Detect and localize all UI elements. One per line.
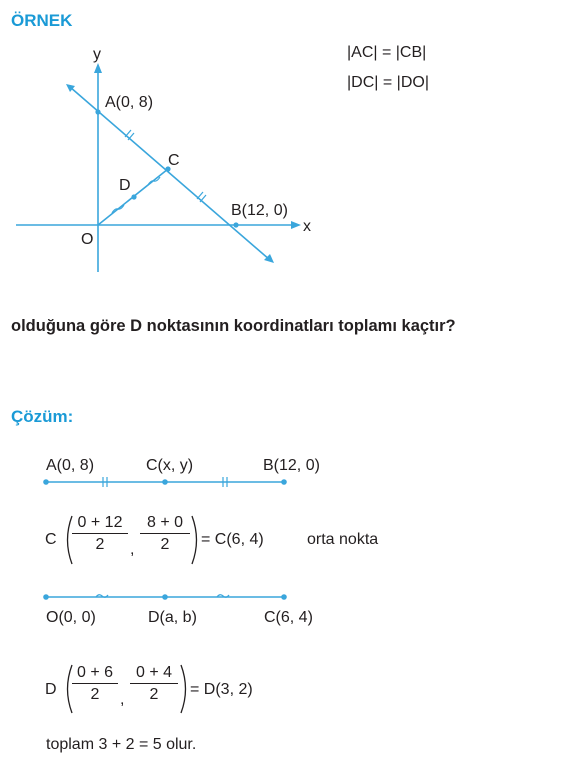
step2-frac1-numerator: 0 + 6 bbox=[72, 664, 118, 684]
point-d-label: D bbox=[119, 177, 131, 194]
step1-frac1-denominator: 2 bbox=[95, 536, 105, 553]
x-axis-label: x bbox=[303, 218, 311, 235]
origin-label: O bbox=[81, 231, 94, 248]
step2-prefix: D bbox=[45, 681, 57, 698]
conclusion-text: toplam 3 + 2 = 5 olur. bbox=[46, 736, 197, 753]
line2-right-label: C(6, 4) bbox=[264, 609, 313, 626]
step1-frac1-numerator: 0 + 12 bbox=[72, 514, 128, 534]
example-heading: ÖRNEK bbox=[11, 11, 73, 30]
step2-frac2-numerator: 0 + 4 bbox=[130, 664, 178, 684]
y-axis-label: y bbox=[93, 46, 101, 63]
step2-separator: , bbox=[120, 691, 125, 708]
line1-left-label: A(0, 8) bbox=[46, 457, 95, 474]
step2-fraction-x bbox=[72, 664, 118, 704]
step1-result: = C(6, 4) bbox=[201, 531, 264, 548]
given-ac-cb: |AC| = |CB| bbox=[347, 44, 427, 61]
step1-frac2-numerator: 8 + 0 bbox=[140, 514, 190, 534]
line1-right-label: B(12, 0) bbox=[263, 457, 320, 474]
step2-fraction-y bbox=[130, 664, 178, 704]
line2-left-label: O(0, 0) bbox=[46, 609, 96, 626]
step1-note: orta nokta bbox=[307, 531, 379, 548]
point-c-label: C bbox=[168, 152, 180, 169]
step2-frac1-denominator: 2 bbox=[90, 686, 100, 703]
line2-mid-label: D(a, b) bbox=[148, 609, 197, 626]
point-b-label: B(12, 0) bbox=[231, 202, 288, 219]
step1-frac2-denominator: 2 bbox=[160, 536, 170, 553]
step2-right-paren bbox=[181, 665, 186, 713]
point-a-label: A(0, 8) bbox=[105, 94, 154, 111]
solution-heading: Çözüm: bbox=[11, 407, 74, 426]
step1-prefix: C bbox=[45, 531, 57, 548]
step2-frac2-denominator: 2 bbox=[149, 686, 159, 703]
step2-result: = D(3, 2) bbox=[190, 681, 253, 698]
given-dc-do: |DC| = |DO| bbox=[347, 74, 429, 91]
line1-mid-label: C(x, y) bbox=[146, 457, 194, 474]
question-text: olduğuna göre D noktasının koordinatları toplamı kaçtır? bbox=[11, 317, 456, 335]
step1-separator: , bbox=[130, 541, 135, 558]
